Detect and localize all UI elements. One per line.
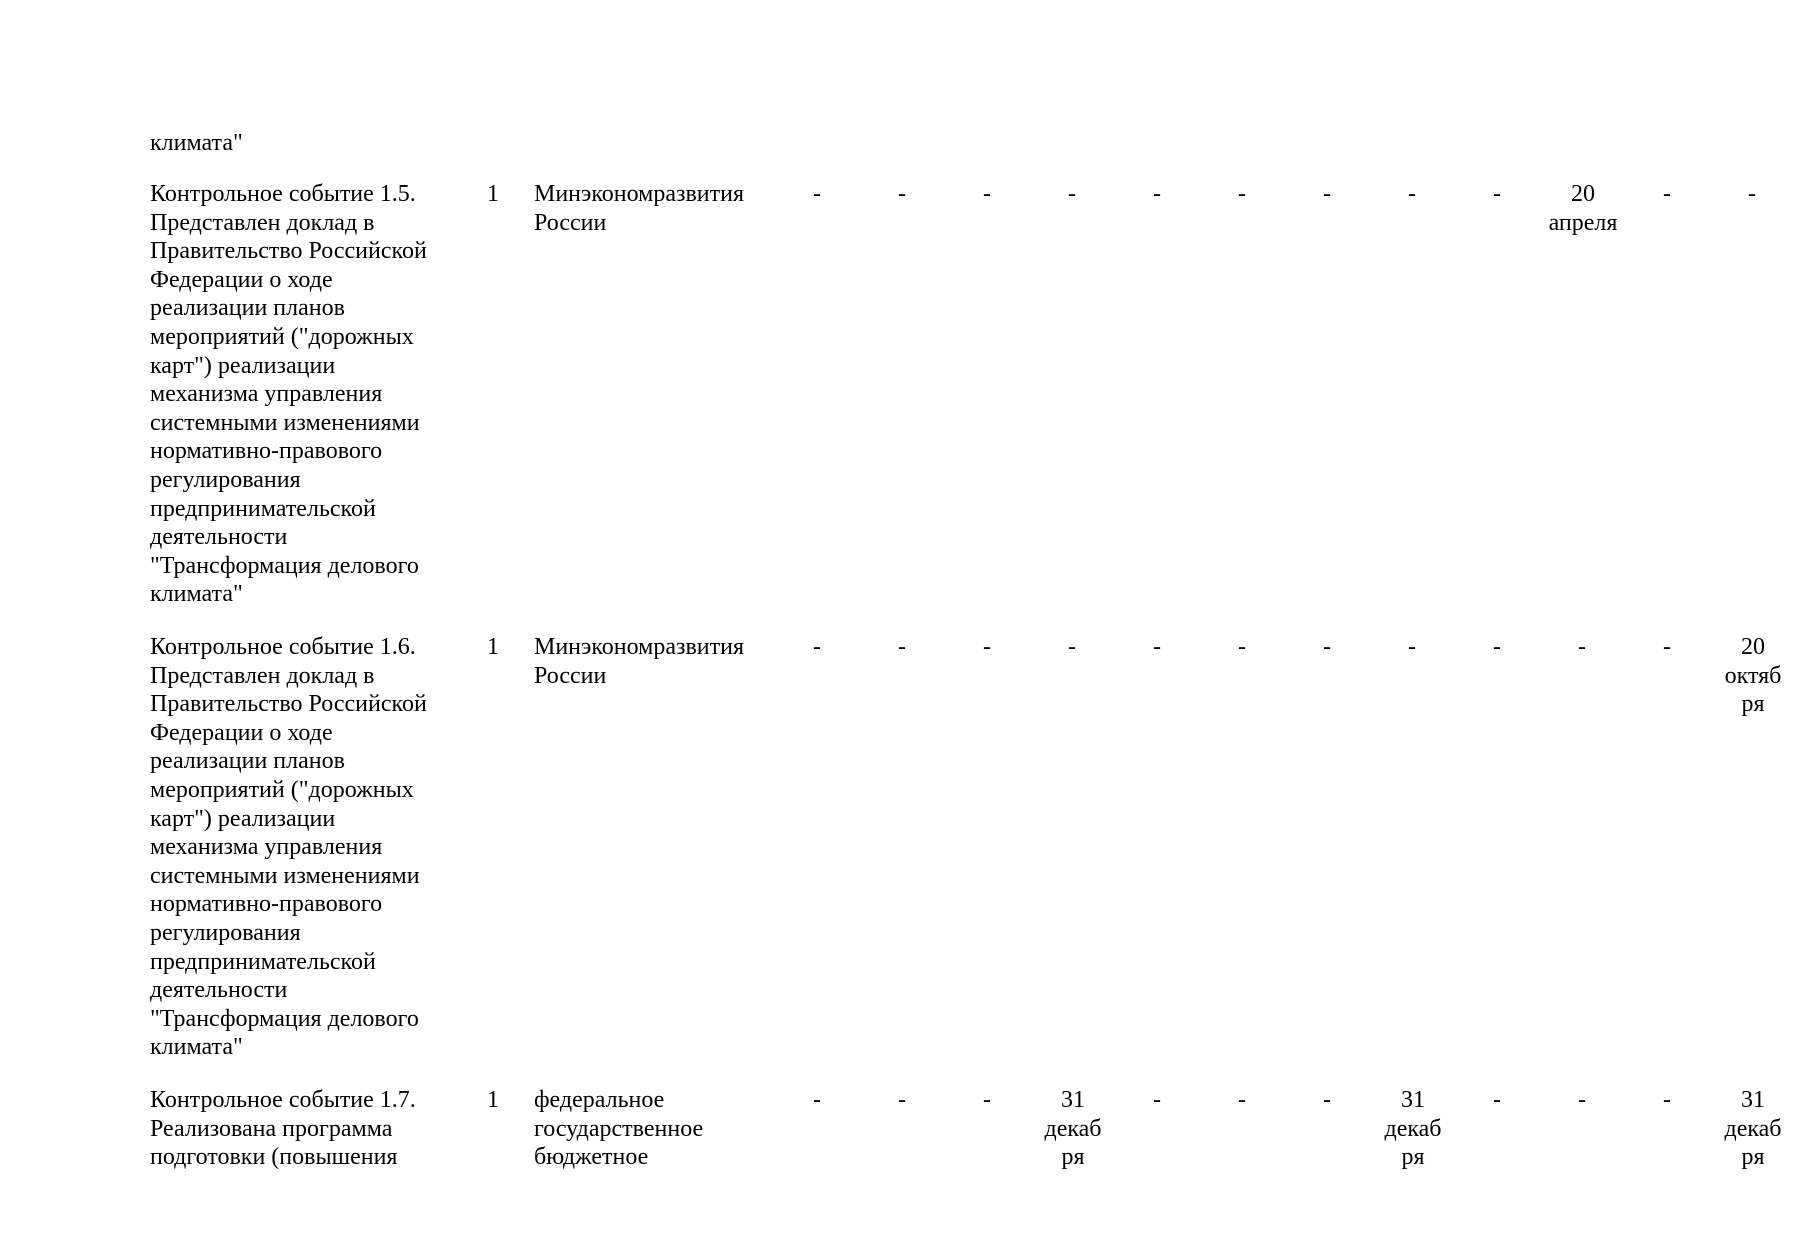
- event-description: Контрольное событие 1.5. Представлен доклад в Правительство Российской Федерации о ходе реализации планов мероприятий ("дорожных карт") реализации механизма управления системными изменениями нормативно-правового регулирования предпринимательской деятельности "Трансформация делового климата": [150, 181, 427, 608]
- period-cell: -: [1578, 1087, 1586, 1113]
- period-cell: -: [1408, 181, 1416, 207]
- period-cell: -: [1323, 1087, 1331, 1113]
- period-cell: -: [1663, 1087, 1671, 1113]
- row-number: 1: [487, 634, 499, 660]
- row-number: 1: [487, 1087, 499, 1113]
- period-cell: -: [1323, 634, 1331, 660]
- period-cell: -: [1663, 634, 1671, 660]
- period-cell: -: [1493, 181, 1501, 207]
- event-description: Контрольное событие 1.6. Представлен доклад в Правительство Российской Федерации о ходе реализации планов мероприятий ("дорожных карт") реализации механизма управления системными изменениями нормативно-правового регулирования предпринимательской деятельности "Трансформация делового климата": [150, 634, 427, 1061]
- period-cell: -: [1663, 181, 1671, 207]
- period-cell: -: [983, 634, 991, 660]
- period-cell: -: [1493, 1087, 1501, 1113]
- period-cell: -: [983, 181, 991, 207]
- period-cell: -: [1068, 634, 1076, 660]
- period-cell: -: [898, 181, 906, 207]
- period-cell: -: [1153, 634, 1161, 660]
- period-cell: -: [813, 181, 821, 207]
- period-cell: -: [1238, 1087, 1246, 1113]
- period-cell: -: [1238, 181, 1246, 207]
- period-cell: -: [983, 1087, 991, 1113]
- period-cell: -: [1748, 181, 1756, 207]
- period-cell: -: [1408, 634, 1416, 660]
- period-cell: -: [1323, 181, 1331, 207]
- period-cell: -: [813, 1087, 821, 1113]
- period-cell: -: [1153, 181, 1161, 207]
- row-number: 1: [487, 181, 499, 207]
- responsible-executor: федеральное государственное бюджетное: [534, 1087, 704, 1171]
- period-date-cell: 31 декаб ря: [1044, 1087, 1102, 1171]
- period-date-cell: 20 октяб ря: [1724, 634, 1782, 718]
- period-cell: -: [1068, 181, 1076, 207]
- period-cell: -: [898, 1087, 906, 1113]
- period-cell: -: [1153, 1087, 1161, 1113]
- period-cell: -: [1493, 634, 1501, 660]
- period-date-cell: 20 апреля: [1548, 181, 1618, 236]
- responsible-executor: Минэкономразвития России: [534, 181, 745, 236]
- period-cell: -: [1238, 634, 1246, 660]
- period-date-cell: 31 декаб ря: [1724, 1087, 1782, 1171]
- period-cell: -: [813, 634, 821, 660]
- period-cell: -: [898, 634, 906, 660]
- continued-text: климата": [150, 130, 243, 156]
- period-cell: -: [1578, 634, 1586, 660]
- responsible-executor: Минэкономразвития России: [534, 634, 745, 689]
- period-date-cell: 31 декаб ря: [1384, 1087, 1442, 1171]
- event-description: Контрольное событие 1.7. Реализована программа подготовки (повышения: [150, 1087, 416, 1171]
